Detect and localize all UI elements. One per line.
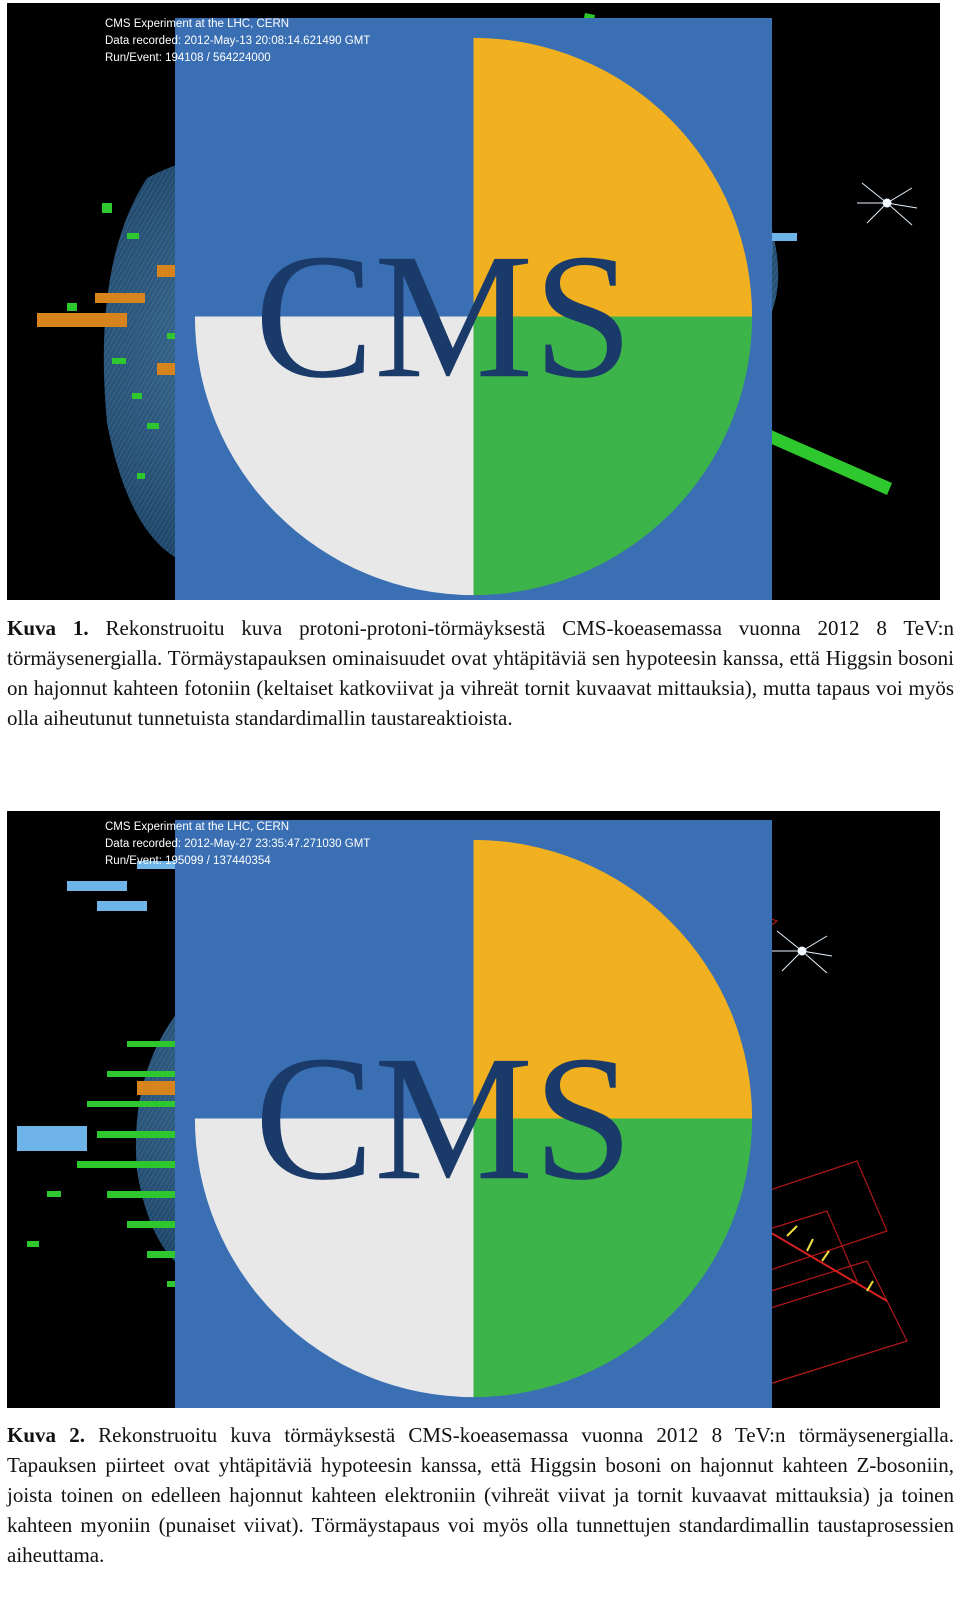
figure-1-label: Kuva 1. [7, 616, 89, 640]
cms-logo [7, 18, 940, 600]
figure-1-caption [7, 613, 954, 733]
figure-2-text: Rekonstruoitu kuva törmäyksestä CMS-koeasemassa vuonna 2012 8 TeV:n törmäysenergialla. Tapauksen piirteet ovat yhtäpitäviä hypoteesin kanssa, että Higgsin bosoni on hajonnut kahteen Z-bosoniin, joista toinen on edelleen hajonnut kahteen elektroniin (vihreät viivat ja tornit kuvaavat mittauksia) ja toinen kahteen myoniin (punaiset viivat). Törmäystapaus voi myös olla tunnettujen standardimallin taustaprosessien aiheuttama. [7, 1423, 955, 1567]
cms-logo-text: CMS [254, 1018, 633, 1218]
cms-logo-text: CMS [254, 216, 633, 416]
event-display-2 [7, 811, 940, 1408]
cms-logo [7, 820, 940, 1408]
run-event-label: Run/Event: 195099 / 137440354 [105, 855, 271, 867]
experiment-label: CMS Experiment at the LHC, CERN [105, 821, 290, 833]
figure-1-text: Rekonstruoitu kuva protoni-protoni-törmäyksestä CMS-koeasemassa vuonna 2012 8 TeV:n törmäysenergialla. Törmäystapauksen ominaisuudet ovat yhtäpitäviä sen hypoteesin kanssa, että Higgsin bosoni on hajonnut kahteen fotoniin (keltaiset katkoviivat ja vihreät tornit kuvaavat mittauksia), mutta tapaus voi myös olla aiheutunut tunnetuista standardimallin taustareaktioista. [7, 616, 955, 730]
event-info-2 [105, 819, 370, 870]
data-recorded-label: Data recorded: 2012-May-13 20:08:14.621490 GMT [105, 35, 371, 47]
run-event-label: Run/Event: 194108 / 564224000 [105, 52, 271, 64]
event-display-1 [7, 3, 940, 600]
event-info-1 [105, 16, 370, 67]
experiment-label: CMS Experiment at the LHC, CERN [105, 18, 290, 30]
figure-2-caption [7, 1420, 954, 1570]
figure-2-label: Kuva 2. [7, 1423, 85, 1447]
data-recorded-label: Data recorded: 2012-May-27 23:35:47.271030 GMT [105, 838, 371, 850]
